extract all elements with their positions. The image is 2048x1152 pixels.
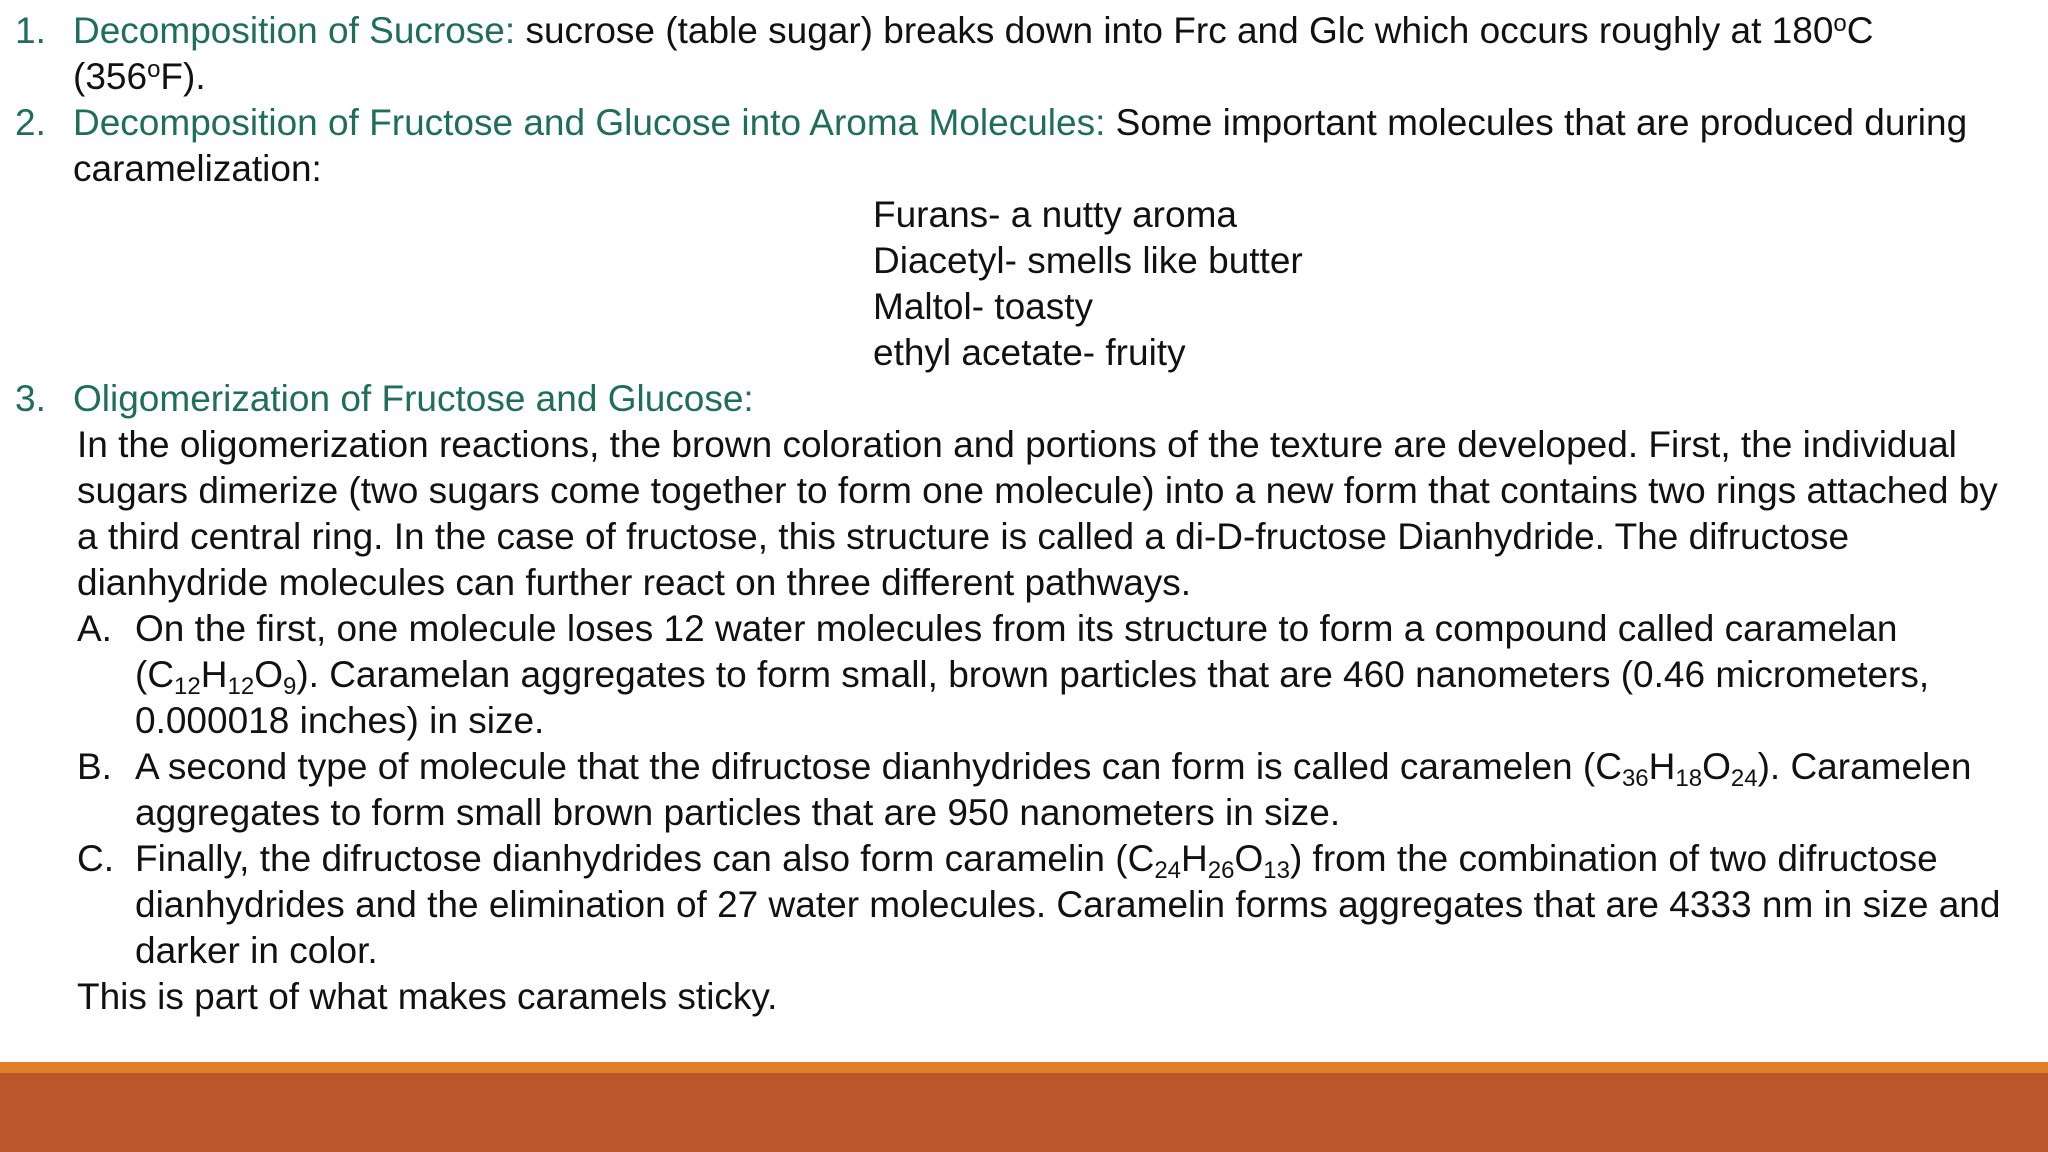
item-3-number: 3. <box>15 378 46 419</box>
degree-sign-1: o <box>1833 10 1847 37</box>
caramelen-h-count: 18 <box>1675 765 1703 792</box>
caramelan-c-count: 12 <box>174 673 201 700</box>
caramelen-o-count: 24 <box>1730 765 1758 792</box>
sub-item-a <box>0 606 2048 744</box>
closing-sentence: This is part of what makes caramels sticky. <box>77 976 778 1017</box>
caramelan-o: O <box>254 654 283 695</box>
item-2-heading: Decomposition of Fructose and Glucose into Aroma Molecules: <box>73 102 1106 143</box>
item-1-heading: Decomposition of Sucrose: <box>73 10 516 51</box>
sub-item-b-text-b: ). Caramelen aggregates to form small brown particles that are 950 nanometers in size. <box>135 746 1972 833</box>
caramelin-o: O <box>1234 838 1264 879</box>
item-1-number: 1. <box>15 10 46 51</box>
list-item-1 <box>0 8 2048 100</box>
sub-item-c-text-a: Finally, the difructose dianhydrides can also form caramelin (C <box>135 838 1155 879</box>
list-item-3 <box>0 376 2048 422</box>
item-1-text-c: F). <box>160 56 206 97</box>
sub-item-b <box>0 744 2048 836</box>
item-2-number: 2. <box>15 102 46 143</box>
caramelin-h: H <box>1181 838 1208 879</box>
caramelan-h-count: 12 <box>227 673 255 700</box>
caramelin-c-count: 24 <box>1154 857 1182 884</box>
caramelan-h: H <box>200 654 228 695</box>
aroma-item-diacetyl: Diacetyl- smells like butter <box>873 240 1303 281</box>
degree-sign-2: o <box>147 56 161 83</box>
sub-item-c <box>0 836 2048 974</box>
caramelen-h: H <box>1648 746 1676 787</box>
caramelen-c-count: 36 <box>1621 765 1649 792</box>
sub-item-a-letter: A. <box>77 608 112 649</box>
footer-band <box>0 1073 2048 1152</box>
sub-item-c-text-b: ) from the combination of two difructose dianhydrides and the elimination of 27 water molecules. Caramelin forms aggregates that are 4333 nm in size and darker in color. <box>135 838 2001 971</box>
sub-item-b-letter: B. <box>77 746 112 787</box>
item-1-text-a: sucrose (table sugar) breaks down into Frc and Glc which occurs roughly at 180 <box>515 10 1834 51</box>
aroma-item-ethyl-acetate: ethyl acetate- fruity <box>873 332 1186 373</box>
aroma-molecule-list <box>0 192 2048 376</box>
sub-item-b-text-a: A second type of molecule that the difructose dianhydrides can form is called caramelen (C <box>135 746 1622 787</box>
sub-item-a-text-a: On the first, one molecule loses 12 water molecules from its structure to form a compound called caramelan (C <box>135 608 1898 695</box>
footer-accent-line <box>0 1062 2048 1073</box>
caramelen-o: O <box>1702 746 1731 787</box>
list-item-2 <box>0 100 2048 192</box>
caramelin-h-count: 26 <box>1207 857 1235 884</box>
caramelan-o-count: 9 <box>282 673 297 700</box>
oligomerization-paragraph: In the oligomerization reactions, the brown coloration and portions of the texture are developed. First, the individual sugars dimerize (two sugars come together to form one molecule) into a new form that contains two rings attached by a third central ring. In the case of fructose, this structure is called a di-D-fructose Dianhydride. The difructose dianhydride molecules can further react on three different pathways. <box>77 424 1998 603</box>
item-3-heading: Oligomerization of Fructose and Glucose: <box>73 378 754 419</box>
aroma-item-furans: Furans- a nutty aroma <box>873 194 1237 235</box>
caramelin-o-count: 13 <box>1263 857 1290 884</box>
aroma-item-maltol: Maltol- toasty <box>873 286 1094 327</box>
item-2-text: Some important molecules that are produced during caramelization: <box>73 102 1968 189</box>
sub-item-a-text-b: ). Caramelan aggregates to form small, brown particles that are 460 nanometers (0.46 micrometers, 0.000018 inches) in size. <box>135 654 1930 741</box>
sub-item-c-letter: C. <box>77 838 114 879</box>
slide-content <box>0 8 2048 1020</box>
item-1-text-b: C (356 <box>73 10 1874 97</box>
